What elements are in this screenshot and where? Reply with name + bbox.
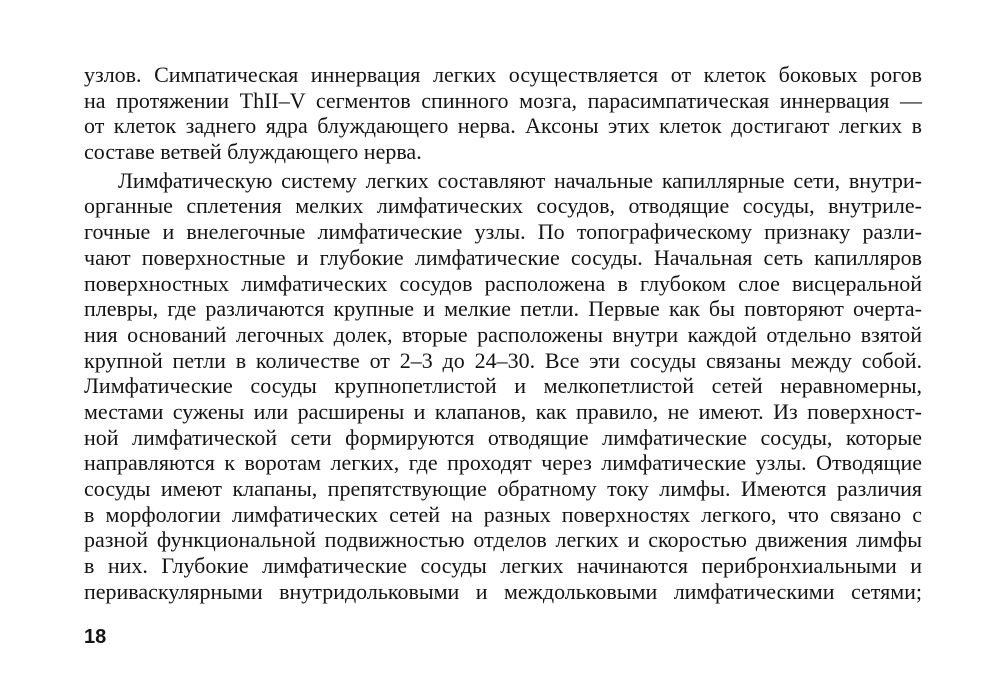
text-line: крупной петли в количестве от 2–3 до 24–30. Все эти сосуды связаны между собой. [84,347,922,373]
text-line: на протяжении ThII–V сегментов спинного мозга, парасимпатическая иннервация — [84,87,922,113]
text-line: местами сужены или расширены и клапанов, как правило, не имеют. Из поверхност- [84,398,922,424]
text-line: направляются к воротам легких, где проходят через лимфатические узлы. Отводящие [84,450,922,476]
text-line: Лимфатическую систему легких составляют начальные капиллярные сети, внутри- [118,167,922,193]
page-number: 18 [84,626,107,648]
text-line: составе ветвей блуждающего нерва. [84,139,422,165]
text-line: поверхностных лимфатических сосудов расположена в глубоком слое висцеральной [84,270,922,296]
text-line: гочные и внелегочные лимфатические узлы. По топографическому признаку разли- [84,219,922,245]
body-text [84,62,922,604]
text-line: периваскулярными внутридольковыми и междольковыми лимфатическими сетями; [84,578,922,604]
text-line: в морфологии лимфатических сетей на разных поверхностях легкого, что связано с [84,501,922,527]
text-line: от клеток заднего ядра блуждающего нерва. Аксоны этих клеток достигают легких в [84,113,922,139]
text-line: Лимфатические сосуды крупнопетлистой и мелкопетлистой сетей неравномерны, [84,373,922,399]
text-line: разной функциональной подвижностью отделов легких и скоростью движения лимфы [84,527,922,553]
paragraph-2 [84,168,922,605]
text-line: в них. Глубокие лимфатические сосуды легких начинаются перибронхиальными и [84,553,922,579]
text-line: сосуды имеют клапаны, препятствующие обратному току лимфы. Имеются различия [84,476,922,501]
text-line: ной лимфатической сети формируются отводящие лимфатические сосуды, которые [84,424,922,450]
text-line: плевры, где различаются крупные и мелкие петли. Первые как бы повторяют очерта- [84,296,922,322]
paragraph-1 [84,62,922,165]
text-line: органные сплетения мелких лимфатических сосудов, отводящие сосуды, внутриле- [84,193,922,219]
text-line: узлов. Симпатическая иннервация легких осуществляется от клеток боковых рогов [84,62,922,87]
text-line: ния оснований легочных долек, вторые расположены внутри каждой отдельно взятой [84,321,922,347]
text-line: чают поверхностные и глубокие лимфатические сосуды. Начальная сеть капилляров [84,244,922,270]
